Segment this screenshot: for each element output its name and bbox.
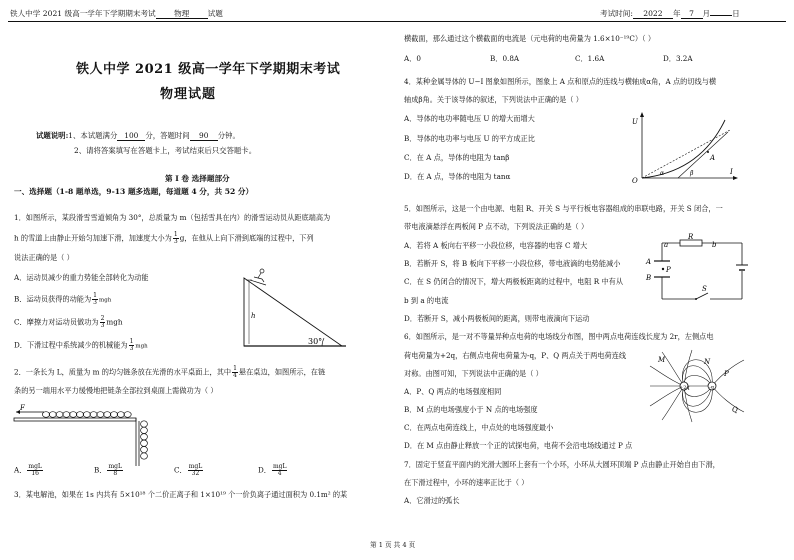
q2-opta-frac xyxy=(27,464,43,477)
q3-option-d: D．3.2A xyxy=(663,54,693,63)
q1-line-3: 说法正确的是（ ） xyxy=(14,253,74,262)
notes-time: 90 xyxy=(190,131,218,141)
notes-line-1 xyxy=(36,131,240,141)
q4-option-c: C．在 A 点，导体的电阻为 tanβ xyxy=(404,153,510,162)
q6-field-figure xyxy=(646,350,750,422)
a-label: a xyxy=(664,241,669,249)
q2-optc-num: mgL xyxy=(188,463,203,470)
p-label: P xyxy=(666,266,671,274)
q1-optb-fraction xyxy=(92,293,98,306)
q1-option-a: A．运动员减少的重力势能全部转化为动能 xyxy=(14,273,149,282)
q2-fraction xyxy=(232,366,238,379)
q1-fraction xyxy=(173,232,179,245)
q5-option-d: D．若断开 S，减小两极板间的距离，则带电液滴向下运动 xyxy=(404,314,590,323)
n-label: N xyxy=(704,358,711,366)
r-label: R xyxy=(688,233,694,241)
q1-text-a: h 的雪道上由静止开始匀加速下滑，加速度大小为 xyxy=(14,233,172,243)
q2-opta-label: A． xyxy=(14,465,27,475)
q1-optb-num: 1 xyxy=(93,292,97,299)
q2-optd-frac xyxy=(272,464,288,477)
positive-charge-label: +2q xyxy=(679,385,690,391)
q1-optb-text: B．运动员获得的动能为 xyxy=(14,294,92,304)
q2-option-b xyxy=(94,464,124,477)
header-subject: 物理 xyxy=(156,9,208,19)
q5-circuit-figure xyxy=(646,231,752,303)
notes-text-b: 分，答题时间 xyxy=(145,131,190,140)
q7-line-1: 7．固定于竖直平面内的光滑大圆环上套有一个小环，小环从大圆环顶端 P 点由静止开始自由下滑， xyxy=(404,460,720,469)
q1-optd-unit: mgh xyxy=(135,343,148,350)
q1-optd-text: D．下滑过程中系统减少的机械能为 xyxy=(14,340,128,350)
tangent-line xyxy=(678,132,728,178)
negative-charge-label: -q xyxy=(709,384,714,391)
q1-frac-num: 1 xyxy=(173,231,178,238)
notes-text-a: 1、本试题满分 xyxy=(68,131,118,140)
q2-line-2: 条的另一端用水平力缓慢地把链条全部拉到桌面上需做功为（ ） xyxy=(14,386,218,395)
header-time-label: 考试时间: xyxy=(600,9,633,18)
chain-link xyxy=(76,412,83,418)
q5-option-c-1: C．在 S 仍闭合的情况下，增大两极板距离的过程中，电阻 R 中有从 xyxy=(404,277,624,286)
q1-optb-den: 3 xyxy=(93,299,97,306)
q3-line-2: 横截面，那么通过这个横截面的电流是（元电荷的电荷量为 1.6×10⁻¹⁹C）（ ） xyxy=(404,34,656,43)
q1-incline-figure xyxy=(236,266,346,348)
q1-optb-unit: mgh xyxy=(99,297,112,304)
chain-link xyxy=(63,412,70,418)
s-label: S xyxy=(702,285,707,293)
q6-line-1: 6．如图所示，是一对不等量异种点电荷的电场线分布图，图中两点电荷连线长度为 2r，左侧点电 xyxy=(404,332,714,341)
q1-optc-den: 3 xyxy=(100,322,105,329)
chain-link xyxy=(70,412,77,418)
header-month-unit: 月 xyxy=(702,9,711,18)
chain-link xyxy=(104,412,111,418)
switch-s xyxy=(696,293,708,299)
q2-optc-den: 32 xyxy=(191,470,200,477)
q2-optb-num: mgL xyxy=(108,463,122,470)
q3-option-c: C．1.6A xyxy=(575,54,605,63)
chain-link xyxy=(117,412,124,418)
q1-optc-fraction xyxy=(100,316,106,329)
q5-option-c-2: b 到 a 的电流 xyxy=(404,296,449,305)
beta-label: β xyxy=(690,170,694,177)
q2-text-b: 悬在桌边，如图所示，在链 xyxy=(238,367,326,377)
chain-link xyxy=(141,440,148,446)
notes-label: 试题说明: xyxy=(36,131,69,140)
exam-title: 铁人中学 2021 级高一学年下学期期末考试 xyxy=(76,62,341,77)
origin-label: O xyxy=(632,177,638,185)
notes-line-2: 2、请将答案填写在答题卡上，考试结束后只交答题卡。 xyxy=(74,146,257,155)
q1-text-b: g，在他从上向下滑到底端的过程中，下列 xyxy=(179,233,314,243)
q2-opta-num: mgL xyxy=(28,463,42,470)
q6-option-c: C．在两点电荷连线上，中点处的电场强度最小 xyxy=(404,423,554,432)
q2-chain-figure xyxy=(14,402,164,466)
table-top xyxy=(14,418,136,421)
exam-subtitle: 物理试题 xyxy=(160,87,217,102)
q2-text-a: 2．一条长为 L，质量为 m 的均匀链条放在光滑的水平桌面上，其中 xyxy=(14,367,232,377)
chain-link xyxy=(90,412,97,418)
force-label: F xyxy=(20,404,25,412)
q3-option-a: A．0 xyxy=(404,54,421,63)
chain-link xyxy=(110,412,117,418)
header-day-unit: 日 xyxy=(732,9,740,18)
section-title: 第 I 卷 选择题部分 xyxy=(165,174,230,183)
q1-line-1: 1．如图所示，某段滑雪雪道倾角为 30°，总质量为 m（包括雪具在内）的滑雪运动员从距底端高为 xyxy=(14,213,331,222)
b-label: b xyxy=(712,241,717,249)
page-footer: 第 1 页 共 4 页 xyxy=(370,541,416,549)
q1-optc-num: 2 xyxy=(100,315,105,322)
ui-curve xyxy=(642,120,725,178)
q6-option-a: A．P、Q 两点的电场强度相同 xyxy=(404,387,502,396)
q2-optb-den: 8 xyxy=(113,470,118,477)
q2-frac-num: 1 xyxy=(233,365,237,372)
q5-line-2: 带电液滴悬浮在两板间 P 点不动，下列说法正确的是（ ） xyxy=(404,222,589,231)
q2-optb-frac xyxy=(107,464,123,477)
q2-option-d xyxy=(258,464,288,477)
q4-line-2: 轴成β角。关于该导体的叙述，下列说法中正确的是（ ） xyxy=(404,95,583,104)
plate-b-label: B xyxy=(646,274,652,282)
q1-option-b xyxy=(14,293,111,306)
q-point-label: Q xyxy=(732,406,738,414)
p-point-label: P xyxy=(724,370,729,378)
q6-option-d: D．在 M 点由静止释放一个正的试探电荷，电荷不会沿电场线通过 P 点 xyxy=(404,441,633,450)
q2-optd-label: D． xyxy=(258,465,271,475)
alpha-label: α xyxy=(660,170,665,177)
header-school-exam: 铁人中学 2021 级高一学年下学期期末考试 xyxy=(10,9,156,18)
q1-optd-den: 3 xyxy=(129,345,134,352)
header-year: 2022 xyxy=(633,9,673,19)
q1-line-2 xyxy=(14,232,314,245)
q1-optc-text: C．摩擦力对运动员做功为 xyxy=(14,317,99,327)
header-month: 7 xyxy=(681,9,703,19)
q3-line-1: 3．某电解池，如果在 1s 内共有 5×10¹⁸ 个二价正离子和 1×10¹⁹ 个一价负离子通过面积为 0.1m² 的某 xyxy=(14,490,348,499)
point-a-label: A xyxy=(710,154,716,162)
angle-arc xyxy=(322,338,324,346)
chain-link xyxy=(49,412,56,418)
q2-optb-label: B． xyxy=(94,465,107,475)
q2-opta-den: 16 xyxy=(31,470,39,477)
q7-option-a: A．它滑过的弧长 xyxy=(404,496,460,505)
q1-frac-den: 3 xyxy=(173,238,178,245)
u-label: U xyxy=(632,118,638,126)
droplet xyxy=(662,268,664,270)
chain-link xyxy=(97,412,104,418)
header-day xyxy=(710,15,732,16)
notes-text-c: 分钟。 xyxy=(217,131,240,140)
plate-a-label: A xyxy=(646,258,652,266)
chain-link xyxy=(141,434,148,440)
header-year-unit: 年 xyxy=(672,9,681,18)
q5-option-b: B．若断开 S，将 B 板向下平移一小段位移，带电液滴的电势能减小 xyxy=(404,259,621,268)
section-part1: 一、选择题（1-8 题单选，9-13 题多选题，每道题 4 分，共 52 分） xyxy=(14,187,254,196)
header-left xyxy=(10,9,223,19)
q4-option-d: D．在 A 点，导体的电阻为 tanα xyxy=(404,172,511,181)
chain-link xyxy=(141,421,148,427)
q6-line-2: 荷电荷量为+2q，右侧点电荷电荷量为-q，P、Q 两点关于两电荷连线 xyxy=(404,351,627,360)
header-rule xyxy=(8,21,786,22)
q2-frac-den: 4 xyxy=(233,372,237,379)
q7-line-2: 在下滑过程中，小环的速率正比于（ ） xyxy=(404,478,529,487)
i-label: I xyxy=(730,168,733,176)
q6-line-3: 对称。由图可知，下列说法中正确的是（ ） xyxy=(404,369,543,378)
chain-link xyxy=(141,453,148,459)
q3-option-b: B．0.8A xyxy=(490,54,520,63)
q1-optd-fraction xyxy=(129,339,135,352)
q1-optc-unit: mgh xyxy=(106,317,123,327)
q1-option-d xyxy=(14,339,148,352)
header-suffix: 试题 xyxy=(207,9,223,18)
incline-triangle xyxy=(244,278,342,346)
chain-link xyxy=(141,446,148,452)
m-label: M xyxy=(658,356,666,364)
chain-link xyxy=(124,412,131,418)
q4-option-b: B．导体的电功率与电压 U 的平方成正比 xyxy=(404,134,535,143)
skier-icon xyxy=(250,269,266,285)
notes-score: 100 xyxy=(117,131,145,141)
height-label: h xyxy=(251,312,256,320)
q2-option-a xyxy=(14,464,44,477)
chain-link xyxy=(141,427,148,433)
header-right xyxy=(600,9,740,19)
q1-optd-num: 1 xyxy=(129,338,134,345)
q2-line-1 xyxy=(14,366,325,379)
q2-optd-num: mgL xyxy=(272,463,287,470)
chain-link xyxy=(83,412,90,418)
q2-optc-label: C． xyxy=(174,465,187,475)
q5-option-a: A．若将 A 板向右平移一小段位移，电容器的电容 C 增大 xyxy=(404,241,588,250)
q2-option-c xyxy=(174,464,204,477)
q2-optd-den: 4 xyxy=(277,470,282,477)
q4-line-1: 4．某种金属导体的 U−I 图象如图所示，图象上 A 点和原点的连线与横轴成α角，A 点的切线与横 xyxy=(404,77,717,86)
chain-link xyxy=(42,412,49,418)
q5-line-1: 5．如图所示，这是一个由电源、电阻 R、开关 S 与平行板电容器组成的串联电路，开关 S 闭合，一 xyxy=(404,204,723,213)
chain-links xyxy=(42,412,147,460)
q1-option-c xyxy=(14,316,122,329)
q2-optc-frac xyxy=(188,464,204,477)
q4-option-a: A．导体的电功率随电压 U 的增大而增大 xyxy=(404,114,535,123)
q4-ui-graph xyxy=(630,112,740,184)
angle-label: 30° xyxy=(308,337,323,346)
q6-option-b: B．M 点的电场强度小于 N 点的电场强度 xyxy=(404,405,538,414)
chain-link xyxy=(56,412,63,418)
